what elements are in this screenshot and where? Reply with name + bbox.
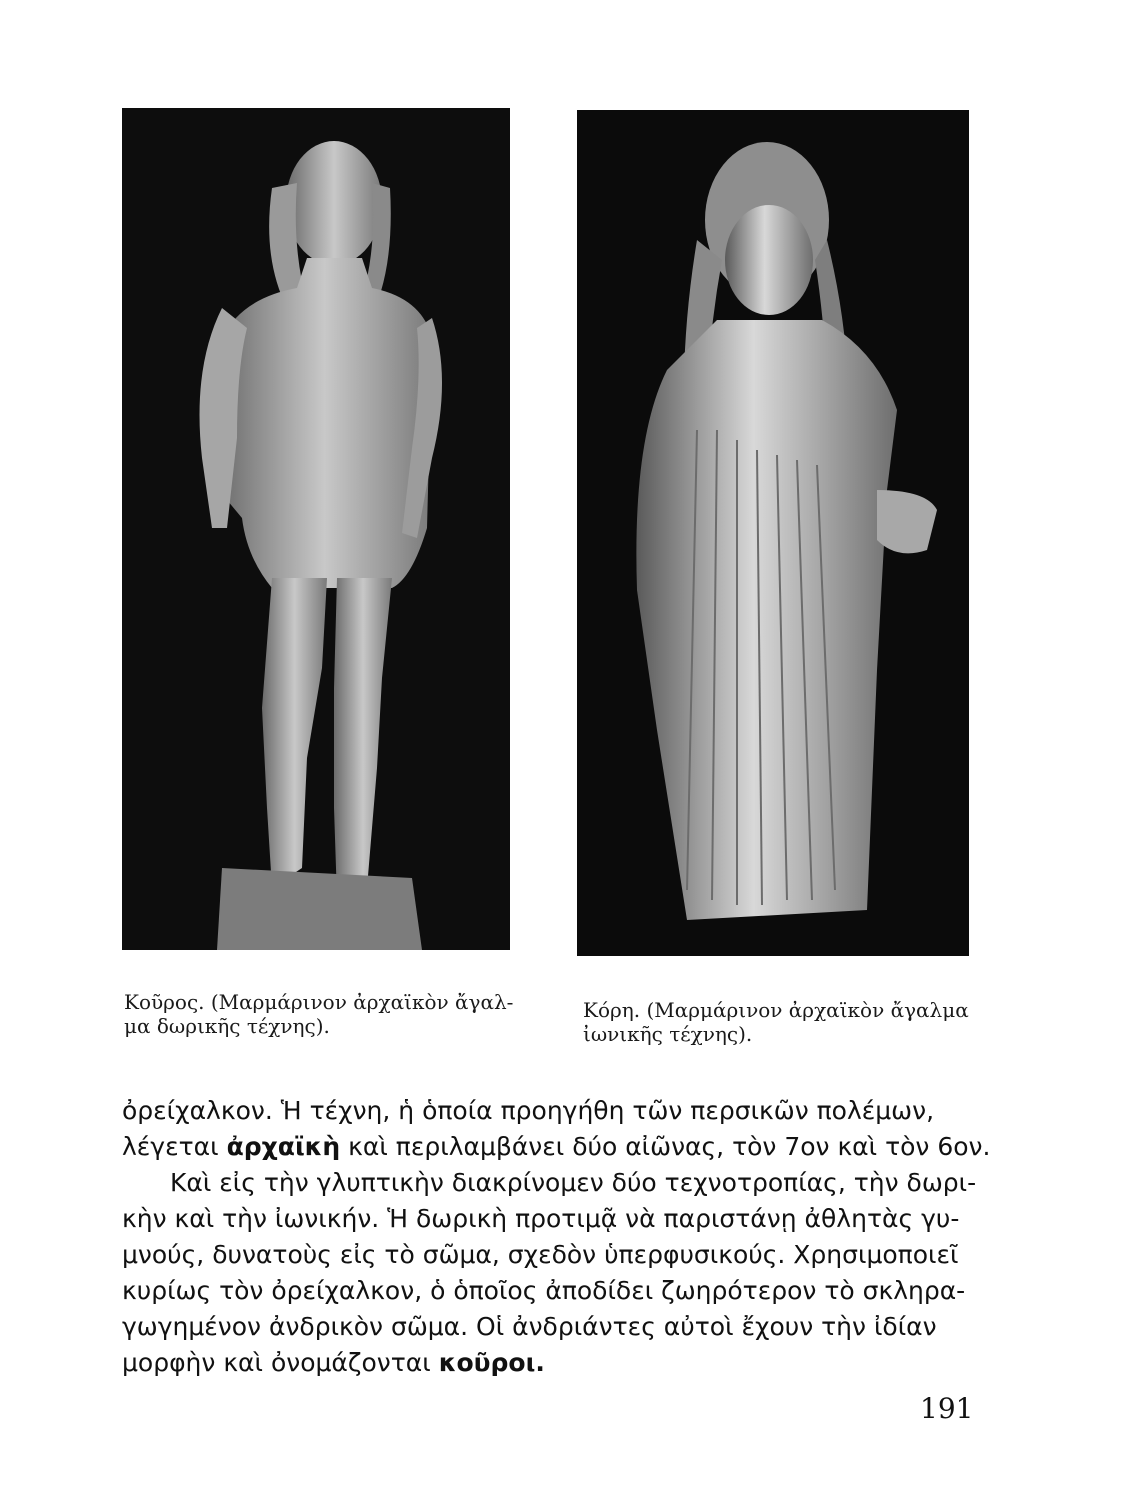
kore-statue-image [577,110,969,956]
body-line-2-end: καὶ περιλαμβάνει δύο αἰῶνας, τὸν 7ον καὶ τὸν 6ον. [340,1132,991,1161]
page-number: 191 [920,1392,974,1425]
body-paragraph [122,1093,991,1381]
body-line-2 [122,1129,991,1165]
kouros-statue-image [122,108,510,950]
body-line-2-start: λέγεται [122,1132,227,1161]
kore-statue-photo [577,110,969,956]
body-line-3: Καὶ εἰς τὴν γλυπτικὴν διακρίνομεν δύο τεχνοτροπίας, τὴν δωρι- [170,1168,977,1197]
kore-caption-line2: ἰωνικῆς τέχνης). [583,1022,753,1046]
body-line-8 [122,1345,982,1381]
kouros-statue-photo [122,108,510,950]
kore-caption-line1: Κόρη. (Μαρμάρινον ἀρχαϊκὸν ἄγαλμα [583,998,969,1022]
term-kouroi: κοῦροι. [438,1348,545,1377]
body-line-7: γωγημένον ἀνδρικὸν σῶμα. Οἱ ἀνδριάντες αὐτοὶ ἔχουν τὴν ἰδίαν [122,1312,937,1341]
term-archaic: ἀρχαϊκὴ [226,1132,341,1161]
body-line-1: ὀρείχαλκον. Ἡ τέχνη, ἡ ὁποία προηγήθη τῶν περσικῶν πολέμων, [122,1096,935,1125]
body-line-5: μνούς, δυνατοὺς εἰς τὸ σῶμα, σχεδὸν ὑπερφυσικούς. Χρησιμοποιεῖ [122,1240,959,1269]
kore-caption [583,998,983,1046]
kouros-caption-line1: Κοῦρος. (Μαρμάρινον ἀρχαϊκὸν ἄγαλ- [124,990,514,1014]
body-line-8-start: μορφὴν καὶ ὀνομάζονται [122,1348,439,1377]
body-line-6: κυρίως τὸν ὀρείχαλκον, ὁ ὁποῖος ἀποδίδει ζωηρότερον τὸ σκληρα- [122,1276,966,1305]
kouros-caption-line2: μα δωρικῆς τέχνης). [124,1014,330,1038]
kouros-caption [124,990,514,1038]
body-line-4: κὴν καὶ τὴν ἰωνικήν. Ἡ δωρικὴ προτιμᾷ νὰ παριστάνῃ ἀθλητὰς γυ- [122,1204,960,1233]
